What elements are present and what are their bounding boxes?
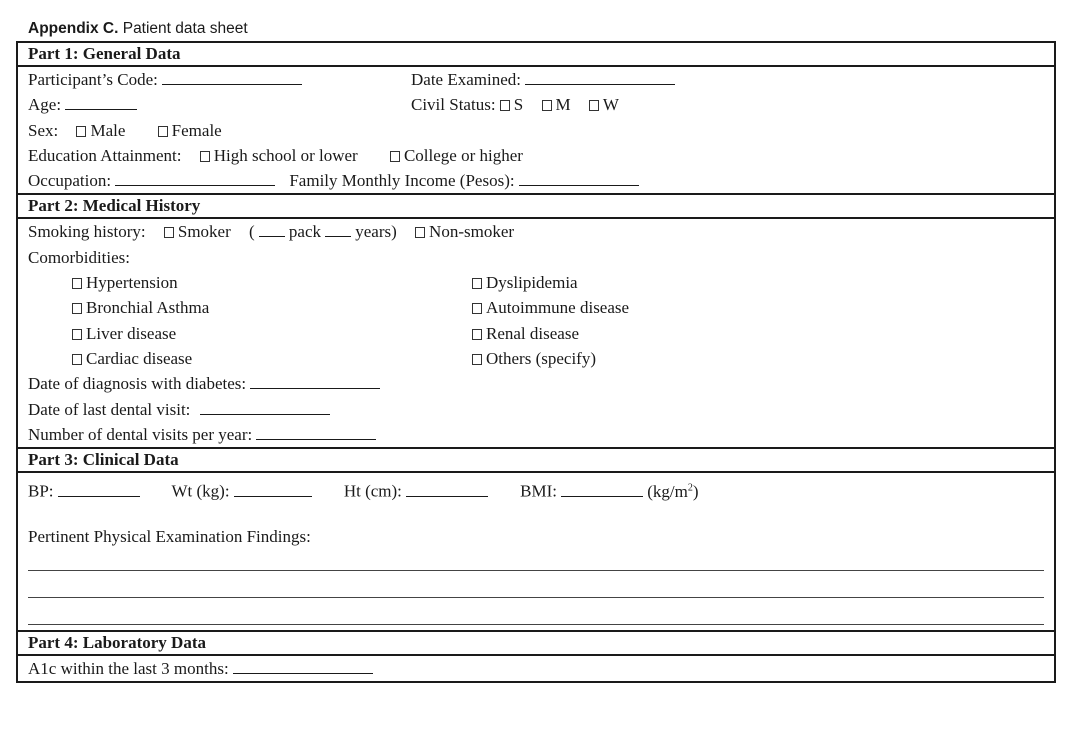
non-smoker-checkbox[interactable] — [415, 227, 425, 238]
income-field[interactable] — [519, 169, 639, 186]
bmi-label: BMI: — [520, 481, 557, 501]
smoker-label: Smoker — [177, 222, 231, 242]
civil-w-label: W — [602, 95, 619, 115]
ht-label: Ht (cm): — [343, 481, 402, 501]
wt-field[interactable] — [234, 480, 312, 497]
hypertension-checkbox[interactable] — [72, 278, 82, 289]
education-college-checkbox[interactable] — [390, 151, 400, 162]
asthma-label: Bronchial Asthma — [86, 298, 210, 318]
occupation-label: Occupation: — [28, 171, 112, 191]
pack-label: pack — [288, 222, 322, 242]
sex-female-label: Female — [171, 120, 222, 140]
dental-visits-field[interactable] — [256, 423, 376, 440]
part3-body — [18, 475, 1054, 632]
part2-heading: Part 2: Medical History — [18, 195, 1054, 219]
cardiac-checkbox[interactable] — [72, 354, 82, 365]
others-checkbox[interactable] — [472, 354, 482, 365]
cardiac-label: Cardiac disease — [86, 348, 193, 368]
a1c-label: A1c within the last 3 months: — [28, 659, 229, 679]
part3-heading: Part 3: Clinical Data — [18, 449, 1054, 473]
education-college-label: College or higher — [403, 145, 523, 165]
date-examined-label: Date Examined: — [411, 70, 521, 89]
last-dental-label: Date of last dental visit: — [28, 399, 191, 419]
part1-body — [18, 67, 1054, 195]
civil-s-checkbox[interactable] — [500, 100, 510, 111]
education-label: Education Attainment: — [28, 145, 182, 165]
bp-label: BP: — [28, 481, 54, 501]
non-smoker-label: Non-smoker — [429, 222, 515, 242]
age-field[interactable] — [65, 93, 137, 110]
diagnosis-date-label: Date of diagnosis with diabetes: — [28, 374, 247, 394]
bmi-field[interactable] — [561, 480, 643, 497]
liver-label: Liver disease — [86, 323, 177, 343]
civil-m-checkbox[interactable] — [542, 100, 552, 111]
renal-label: Renal disease — [486, 323, 579, 343]
civil-status-label: Civil Status: — [411, 95, 496, 115]
bmi-unit: $(kg/m^2)$ — [647, 481, 699, 501]
civil-m-label: M — [555, 95, 571, 115]
patient-data-sheet — [16, 41, 1056, 683]
sex-label: Sex: — [28, 120, 59, 140]
smoking-label: Smoking history: — [28, 222, 146, 242]
autoimmune-label: Autoimmune disease — [486, 298, 630, 318]
diagnosis-date-field[interactable] — [250, 372, 380, 389]
caption-title: Patient data sheet — [118, 20, 248, 37]
age-label: Age: — [28, 95, 62, 115]
dyslipidemia-label: Dyslipidemia — [486, 273, 578, 293]
pack-field[interactable] — [259, 220, 285, 237]
wt-label: Wt (kg): — [171, 481, 230, 501]
comorbidities-label: Comorbidities: — [28, 247, 130, 267]
years-field[interactable] — [325, 220, 351, 237]
sex-male-label: Male — [90, 120, 126, 140]
smoker-checkbox[interactable] — [164, 227, 174, 238]
years-label: years) — [355, 222, 397, 242]
liver-checkbox[interactable] — [72, 329, 82, 340]
part1-heading: Part 1: General Data — [18, 43, 1054, 67]
a1c-field[interactable] — [233, 657, 373, 674]
part4-heading: Part 4: Laboratory Data — [18, 632, 1054, 656]
occupation-field[interactable] — [115, 169, 275, 186]
education-highschool-label: High school or lower — [213, 145, 358, 165]
sex-female-checkbox[interactable] — [158, 126, 168, 137]
part2-body — [18, 219, 1054, 449]
renal-checkbox[interactable] — [472, 329, 482, 340]
ht-field[interactable] — [406, 480, 488, 497]
last-dental-field[interactable] — [200, 398, 330, 415]
participant-code-field[interactable] — [162, 68, 302, 85]
income-label: Family Monthly Income (Pesos): — [289, 171, 515, 191]
autoimmune-checkbox[interactable] — [472, 303, 482, 314]
others-label: Others (specify) — [486, 348, 596, 368]
date-examined-field[interactable] — [525, 68, 675, 85]
participant-code-label: Participant’s Code: — [28, 70, 158, 89]
hypertension-label: Hypertension — [86, 273, 178, 293]
education-highschool-checkbox[interactable] — [200, 151, 210, 162]
dental-visits-label: Number of dental visits per year: — [28, 424, 253, 444]
paren-open: ( — [249, 222, 255, 242]
appendix-caption — [28, 20, 248, 38]
part4-body — [18, 656, 1054, 681]
findings-label: Pertinent Physical Examination Findings: — [28, 527, 311, 547]
findings-line-3[interactable] — [28, 624, 1044, 625]
caption-label: Appendix C. — [28, 20, 119, 37]
civil-w-checkbox[interactable] — [589, 100, 599, 111]
bp-field[interactable] — [58, 480, 140, 497]
findings-line-2[interactable] — [28, 597, 1044, 598]
civil-s-label: S — [513, 95, 524, 115]
asthma-checkbox[interactable] — [72, 303, 82, 314]
dyslipidemia-checkbox[interactable] — [472, 278, 482, 289]
sex-male-checkbox[interactable] — [76, 126, 86, 137]
findings-line-1[interactable] — [28, 570, 1044, 571]
